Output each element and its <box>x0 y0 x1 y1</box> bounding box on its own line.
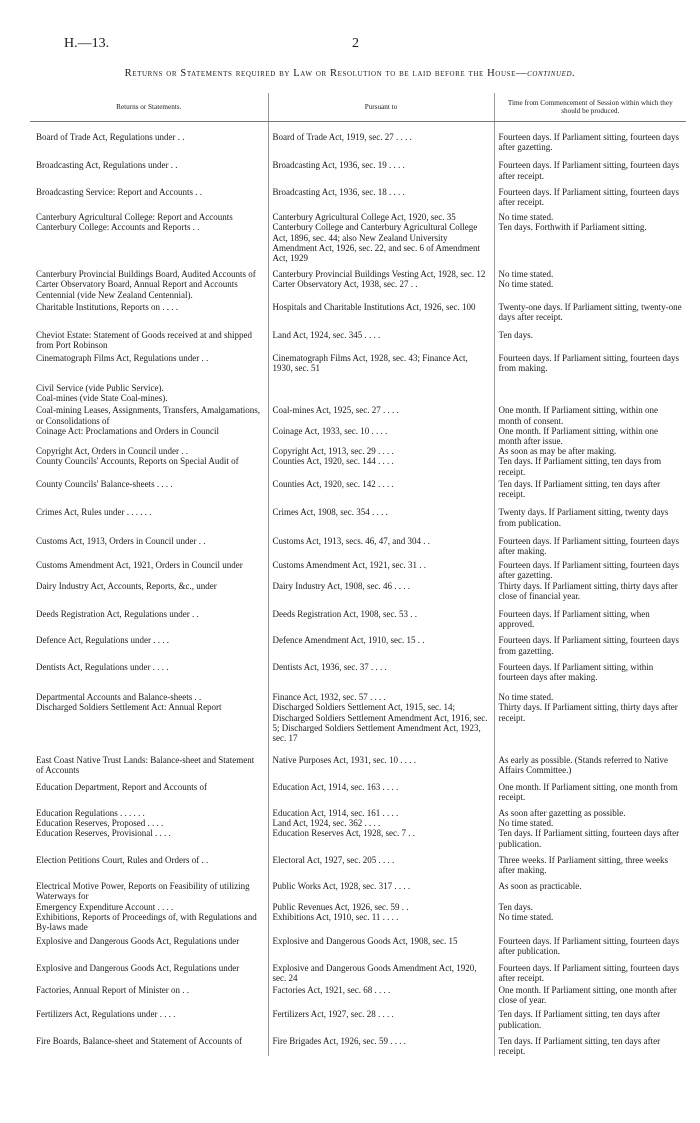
cell-pursuant <box>268 290 494 300</box>
cell-return: County Councils' Accounts, Reports on Special Audit of <box>30 456 268 476</box>
cell-return: Dairy Industry Act, Accounts, Reports, &c., under <box>30 581 268 601</box>
cell-pursuant: Dairy Industry Act, 1908, sec. 46 . . . . <box>268 581 494 601</box>
cell-time: Fourteen days. If Parliament sitting, fourteen days after receipt. <box>498 962 679 983</box>
cell-pursuant: Customs Act, 1913, secs. 46, 47, and 304 . . <box>268 528 494 556</box>
cell-return: Cheviot Estate: Statement of Goods received at and shipped from Port Robinson <box>30 322 268 350</box>
cell-pursuant: Education Act, 1914, sec. 161 . . . . <box>268 802 494 818</box>
cell-pursuant: Cinematograph Films Act, 1928, sec. 43; Finance Act, 1930, sec. 51 <box>268 351 494 373</box>
cell-time: Ten days. If Parliament sitting, ten days from receipt. <box>498 456 662 477</box>
cell-pursuant: Native Purposes Act, 1931, sec. 10 . . . . <box>268 743 494 775</box>
table-row <box>30 300 686 322</box>
table-row <box>30 702 686 743</box>
cell-return: Exhibitions, Reports of Proceedings of, with Regulations and By-laws made <box>30 912 268 932</box>
cell-time: One month. If Parliament sitting, one month from receipt. <box>498 781 678 802</box>
cell-pursuant: Carter Observatory Act, 1938, sec. 27 . . <box>268 279 494 289</box>
cell-time: Ten days. Forthwith if Parliament sitting. <box>498 222 647 233</box>
cell-time: Fourteen days. If Parliament sitting, fourteen days after gazetting. <box>498 132 679 153</box>
cell-time: Twenty-one days. If Parliament sitting, twenty-one days after receipt. <box>498 301 682 323</box>
table-row <box>30 477 686 499</box>
cell-pursuant: Discharged Soldiers Settlement Act, 1915, sec. 14; Discharged Soldiers Settlement Amendment Act, 1916, sec. 5; Discharged Soldiers Settlement Amendment Act, 1923, sec. 17 <box>268 702 494 743</box>
column-header-pursuant: Pursuant to <box>268 93 494 122</box>
cell-time: Ten days. <box>498 330 533 341</box>
cell-time: Ten days. If Parliament sitting, ten days after receipt. <box>498 1035 661 1057</box>
cell-pursuant: Public Works Act, 1928, sec. 317 . . . . <box>268 875 494 901</box>
table-row <box>30 818 686 828</box>
cell-pursuant: Fertilizers Act, 1927, sec. 28 . . . . <box>268 1005 494 1029</box>
cell-pursuant: Exhibitions Act, 1910, sec. 11 . . . . <box>268 912 494 932</box>
cell-pursuant: Coinage Act, 1933, sec. 10 . . . . <box>268 426 494 446</box>
table-row <box>30 656 686 682</box>
table-row <box>30 456 686 476</box>
cell-return: Explosive and Dangerous Goods Act, Regulations under <box>30 957 268 983</box>
cell-return: Copyright Act, Orders in Council under . . <box>30 446 268 456</box>
cell-return: Defence Act, Regulations under . . . . <box>30 629 268 655</box>
table-row <box>30 393 686 403</box>
cell-pursuant: Education Act, 1914, sec. 163 . . . . <box>268 776 494 802</box>
cell-pursuant: Finance Act, 1932, sec. 57 . . . . <box>268 682 494 702</box>
table-row <box>30 932 686 956</box>
table-row <box>30 152 686 180</box>
table-row <box>30 132 686 152</box>
cell-pursuant: Deeds Registration Act, 1908, sec. 53 . . <box>268 601 494 629</box>
table-row <box>30 849 686 875</box>
cell-time: Three weeks. If Parliament sitting, three weeks after making. <box>498 854 668 875</box>
cell-pursuant: Broadcasting Act, 1936, sec. 18 . . . . <box>268 181 494 207</box>
cell-pursuant: Canterbury Provincial Buildings Vesting Act, 1928, sec. 12 <box>268 263 494 279</box>
cell-return: Cinematograph Films Act, Regulations under . . <box>30 351 268 373</box>
cell-pursuant: Crimes Act, 1908, sec. 354 . . . . <box>268 499 494 527</box>
table-row <box>30 1005 686 1029</box>
table-row <box>30 499 686 527</box>
returns-table <box>30 93 686 1056</box>
cell-return: Dentists Act, Regulations under . . . . <box>30 656 268 682</box>
table-row <box>30 426 686 446</box>
cell-pursuant: Copyright Act, 1913, sec. 29 . . . . <box>268 446 494 456</box>
table-row <box>30 351 686 373</box>
table-row <box>30 743 686 775</box>
cell-pursuant: Counties Act, 1920, sec. 142 . . . . <box>268 477 494 499</box>
table-row <box>30 802 686 818</box>
cell-pursuant: Board of Trade Act, 1919, sec. 27 . . . . <box>268 132 494 152</box>
cell-return: Fertilizers Act, Regulations under . . . . <box>30 1005 268 1029</box>
cell-time: Fourteen days. If Parliament sitting, fourteen days after publication. <box>498 936 679 957</box>
cell-return: East Coast Native Trust Lands: Balance-sheet and Statement of Accounts <box>30 743 268 775</box>
page-number: 2 <box>352 36 359 51</box>
cell-time: One month. If Parliament sitting, within one month of consent. <box>498 405 658 426</box>
cell-return: Deeds Registration Act, Regulations under . . <box>30 601 268 629</box>
cell-pursuant: Coal-mines Act, 1925, sec. 27 . . . . <box>268 403 494 425</box>
cell-time: Fourteen days. If Parliament sitting, fourteen days from gazetting. <box>498 635 679 656</box>
cell-time: No time stated. <box>498 269 554 280</box>
cell-pursuant: Customs Amendment Act, 1921, sec. 31 . . <box>268 556 494 580</box>
table-row <box>30 1030 686 1056</box>
cell-time: Ten days. <box>498 901 533 912</box>
table-row <box>30 181 686 207</box>
cell-return: Civil Service (vide Public Service). <box>30 373 268 393</box>
cell-pursuant <box>268 373 494 393</box>
cell-pursuant: Broadcasting Act, 1936, sec. 19 . . . . <box>268 152 494 180</box>
cell-return: Canterbury Provincial Buildings Board, Audited Accounts of <box>30 263 268 279</box>
cell-return: Carter Observatory Board, Annual Report and Accounts <box>30 279 268 289</box>
cell-time: Thirty days. If Parliament sitting, thirty days after receipt. <box>498 702 678 723</box>
cell-pursuant: Public Revenues Act, 1926, sec. 59 . . <box>268 902 494 912</box>
table-row <box>30 446 686 456</box>
cell-time: No time stated. <box>498 818 554 829</box>
cell-return: Coal-mines (vide State Coal-mines). <box>30 393 268 403</box>
cell-pursuant <box>268 393 494 403</box>
cell-time <box>494 290 686 300</box>
cell-time: Ten days. If Parliament sitting, ten days after receipt. <box>498 478 661 500</box>
cell-pursuant: Explosive and Dangerous Goods Act, 1908, sec. 15 <box>268 932 494 956</box>
cell-time: Fourteen days. If Parliament sitting, fourteen days after receipt. <box>498 186 679 208</box>
cell-pursuant: Factories Act, 1921, sec. 68 . . . . <box>268 983 494 1005</box>
caption-text: Returns or Statements required by Law or Resolution to be laid before the House— <box>124 68 528 79</box>
cell-return: Centennial (vide New Zealand Centennial). <box>30 290 268 300</box>
cell-return: Explosive and Dangerous Goods Act, Regulations under <box>30 932 268 956</box>
cell-time: Ten days. If Parliament sitting, ten days after publication. <box>498 1009 661 1030</box>
table-row <box>30 875 686 901</box>
table-row <box>30 322 686 350</box>
cell-time: Thirty days. If Parliament sitting, thirty days after close of financial year. <box>498 580 678 601</box>
cell-return: Education Department, Report and Accounts of <box>30 776 268 802</box>
cell-time: Fourteen days. If Parliament sitting, when approved. <box>498 608 650 630</box>
cell-time: Ten days. If Parliament sitting, fourteen days after publication. <box>498 828 680 849</box>
cell-return: Departmental Accounts and Balance-sheets . . <box>30 682 268 702</box>
cell-time: As soon as practicable. <box>498 881 582 892</box>
cell-pursuant: Fire Brigades Act, 1926, sec. 59 . . . . <box>268 1030 494 1056</box>
table-row <box>30 279 686 289</box>
column-header-returns: Returns or Statements. <box>30 93 268 122</box>
cell-return: Electrical Motive Power, Reports on Feasibility of utilizing Waterways for <box>30 875 268 901</box>
cell-pursuant: Explosive and Dangerous Goods Amendment Act, 1920, sec. 24 <box>268 957 494 983</box>
cell-time: No time stated. <box>498 911 554 922</box>
table-row <box>30 776 686 802</box>
table-row <box>30 601 686 629</box>
table-body <box>30 122 686 1057</box>
cell-time <box>494 373 686 393</box>
table-row <box>30 983 686 1005</box>
cell-pursuant: Defence Amendment Act, 1910, sec. 15 . . <box>268 629 494 655</box>
table-row <box>30 207 686 222</box>
cell-return: Customs Act, 1913, Orders in Council under . . <box>30 528 268 556</box>
table-row <box>30 957 686 983</box>
cell-return: Education Reserves, Provisional . . . . <box>30 828 268 848</box>
table-row <box>30 682 686 702</box>
table-row <box>30 222 686 263</box>
cell-return: Canterbury College: Accounts and Reports . . <box>30 222 268 263</box>
page-header <box>0 36 700 56</box>
cell-time: No time stated. <box>498 692 554 703</box>
cell-return: Fire Boards, Balance-sheet and Statement of Accounts of <box>30 1030 268 1056</box>
cell-return: Charitable Institutions, Reports on . . . . <box>30 300 268 322</box>
cell-return: Education Reserves, Proposed . . . . <box>30 818 268 828</box>
cell-return: Broadcasting Act, Regulations under . . <box>30 152 268 180</box>
table-caption <box>30 68 670 79</box>
cell-pursuant: Canterbury Agricultural College Act, 1920, sec. 35 <box>268 207 494 222</box>
cell-pursuant: Counties Act, 1920, sec. 144 . . . . <box>268 456 494 476</box>
table-row <box>30 629 686 655</box>
cell-pursuant: Land Act, 1924, sec. 345 . . . . <box>268 322 494 350</box>
cell-time <box>494 393 686 403</box>
cell-pursuant: Education Reserves Act, 1928, sec. 7 . . <box>268 828 494 848</box>
cell-return: Emergency Expenditure Account . . . . <box>30 902 268 912</box>
cell-pursuant: Electoral Act, 1927, sec. 205 . . . . <box>268 849 494 875</box>
column-header-time: Time from Commencement of Session within which they should be produced. <box>494 93 686 122</box>
cell-time: One month. If Parliament sitting, within one month after issue. <box>498 425 658 447</box>
cell-time: As early as possible. (Stands referred to Native Affairs Committee.) <box>498 755 668 776</box>
table-row <box>30 828 686 848</box>
table-row <box>30 581 686 601</box>
cell-return: Discharged Soldiers Settlement Act: Annual Report <box>30 702 268 743</box>
cell-return: Coal-mining Leases, Assignments, Transfers, Amalgamations, or Consolidations of <box>30 403 268 425</box>
table-row <box>30 556 686 580</box>
table-row <box>30 902 686 912</box>
cell-time: Fourteen days. If Parliament sitting, fourteen days after receipt. <box>498 160 679 181</box>
cell-return: Canterbury Agricultural College: Report and Accounts <box>30 207 268 222</box>
table-row <box>30 912 686 932</box>
table-row <box>30 290 686 300</box>
cell-return: Broadcasting Service: Report and Accounts . . <box>30 181 268 207</box>
cell-time: No time stated. <box>498 279 554 290</box>
cell-return: Board of Trade Act, Regulations under . . <box>30 132 268 152</box>
cell-time: Fourteen days. If Parliament sitting, fourteen days from making. <box>498 352 679 373</box>
cell-time: As soon as may be after making. <box>498 446 617 457</box>
cell-return: Crimes Act, Rules under . . . . . . <box>30 499 268 527</box>
table-header-row <box>30 93 686 122</box>
table-row <box>30 263 686 279</box>
cell-pursuant: Dentists Act, 1936, sec. 37 . . . . <box>268 656 494 682</box>
spacer-row <box>30 122 686 133</box>
cell-time: Fourteen days. If Parliament sitting, fourteen days after making. <box>498 535 679 556</box>
cell-pursuant: Canterbury College and Canterbury Agricultural College Act, 1896, sec. 44; also New Zealand University Amendment Act, 1926, sec. 22, and sec. 6 of Amendment Act, 1929 <box>268 222 494 263</box>
cell-return: Factories, Annual Report of Minister on . . <box>30 983 268 1005</box>
table-row <box>30 528 686 556</box>
caption-continued: continued. <box>527 68 576 79</box>
cell-return: Coinage Act: Proclamations and Orders in Council <box>30 426 268 446</box>
paper-id: H.—13. <box>64 36 110 51</box>
cell-time: Fourteen days. If Parliament sitting, within fourteen days after making. <box>498 661 654 682</box>
cell-pursuant: Hospitals and Charitable Institutions Act, 1926, sec. 100 <box>268 300 494 322</box>
table-row <box>30 373 686 393</box>
cell-return: County Councils' Balance-sheets . . . . <box>30 477 268 499</box>
cell-return: Election Petitions Court, Rules and Orders of . . <box>30 849 268 875</box>
cell-pursuant: Land Act, 1924, sec. 362 . . . . <box>268 818 494 828</box>
cell-time: Fourteen days. If Parliament sitting, fourteen days after gazetting. <box>498 560 679 581</box>
cell-time: Twenty days. If Parliament sitting, twenty days from publication. <box>498 507 669 528</box>
cell-return: Education Regulations . . . . . . <box>30 802 268 818</box>
cell-time: No time stated. <box>498 212 554 223</box>
cell-time: As soon after gazetting as possible. <box>498 807 626 818</box>
table-row <box>30 403 686 425</box>
cell-return: Customs Amendment Act, 1921, Orders in Council under <box>30 556 268 580</box>
cell-time: One month. If Parliament sitting, one month after close of year. <box>498 985 677 1006</box>
